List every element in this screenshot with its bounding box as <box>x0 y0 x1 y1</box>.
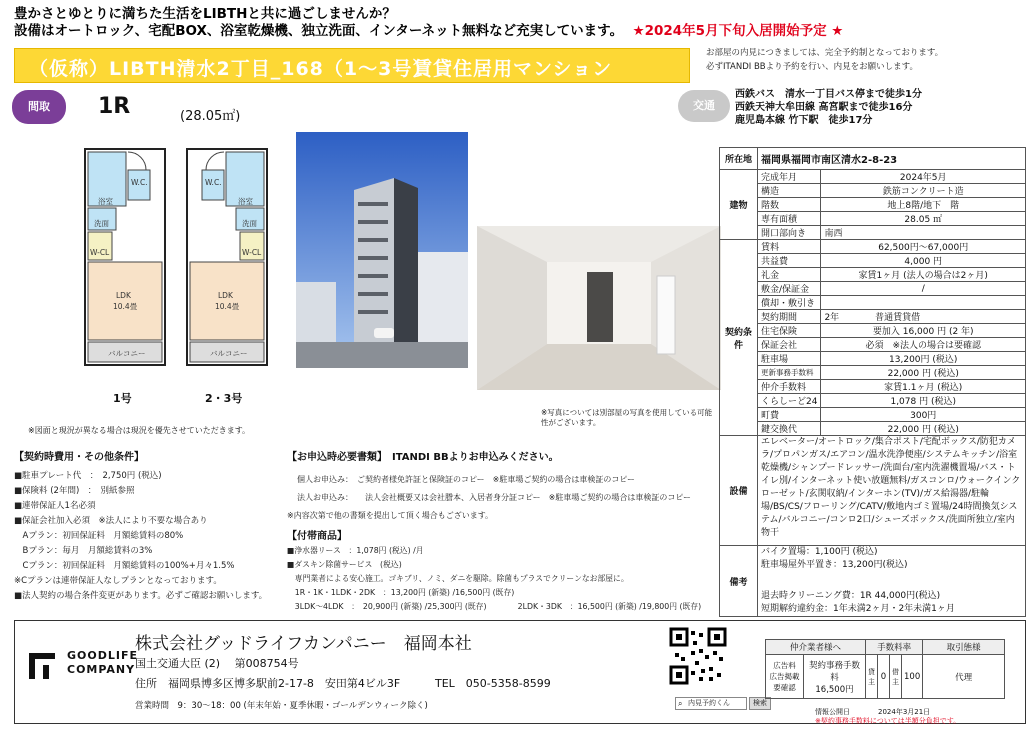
deal-type: 代理 <box>923 655 1005 699</box>
spec-value: 2年 普通賃貸借 <box>821 310 1026 324</box>
company-name: 株式会社グッドライフカンパニー 福岡本社 <box>135 634 472 654</box>
company-logo-icon <box>29 645 65 681</box>
company-tel: TEL 050-5358-8599 <box>435 677 551 690</box>
interior-photo <box>477 226 721 390</box>
option-item: 1R・1K・1LDK・2DK ：13,200円 (新築) /16,500円 (既存) <box>287 588 515 597</box>
application-title: 【お申込時必要書類】 ITANDI BBよりお申込みください。 <box>287 452 559 463</box>
spec-table <box>719 147 1026 617</box>
conditions-list <box>14 469 284 604</box>
access-line: 西鉄天神大牟田線 高宮駅まで徒歩16分 <box>735 102 913 113</box>
spec-value: 22,000 円 (税込) <box>821 366 1026 380</box>
plan-label-1: 1号 <box>113 392 132 405</box>
access-line: 西鉄バス 清水一丁目バス停まで徒歩1分 <box>735 89 922 100</box>
spec-value: 62,500円～67,000円 <box>821 240 1026 254</box>
search-box[interactable] <box>675 697 747 710</box>
property-banner <box>14 48 690 83</box>
equipment-list: エレベーター/オートロック/集合ポスト/宅配ボックス/防犯カメラ/プロパンガス/エアコン/温水洗浄便座/システムキッチン/浴室乾燥機/シャンプードレッサー/洗面台/室内洗濯機置場/バス・トイレ別/インターネット使い放題無料/ガスコンロ/ウォークインクローゼット/玄関収納/インターホン(TV)/ガス給湯器/駐輪場/BS/CS/フローリング/CATV/敷地内ゴミ置場/24時間換気システム/バルコニー/コンロ2口/シューズボックス/洗面所独立/室内物干 <box>758 436 1026 546</box>
building-category: 建物 <box>720 170 758 240</box>
floor-area: (28.05㎡) <box>180 109 241 124</box>
fee-table <box>765 639 1005 699</box>
search-icon: ⌕ <box>678 699 683 708</box>
address-value: 福岡県福岡市南区清水2-8-23 <box>758 148 1026 170</box>
remark-line: バイク置場：1,100円 (税込) <box>761 547 878 557</box>
condition-item: Bプラン：毎月 月額総賃料の3% <box>14 546 153 556</box>
option-item: 専門業者による安心施工。ゴキブリ、ノミ、ダニを駆除。除菌もプラスでクリーンなお部屋に。 <box>287 574 629 583</box>
conditions-title: 【契約時費用・その他条件】 <box>14 452 144 463</box>
ldk-size: 10.4畳 <box>113 302 138 311</box>
spec-value <box>821 296 1026 310</box>
fee-header: 仲介業者様へ <box>766 640 866 655</box>
spec-value: 家賃1.1ヶ月 (税込) <box>821 380 1026 394</box>
fee-header: 取引態様 <box>923 640 1005 655</box>
fee-note: ※契約事務手数料については半額分負担です。 <box>815 717 961 725</box>
spec-value: / <box>821 282 1026 296</box>
plan-note: ※図面と現況が異なる場合は現況を優先させていただきます。 <box>28 426 251 435</box>
spec-key: 鍵交換代 <box>758 422 821 436</box>
options-section <box>287 527 717 614</box>
spec-value: 13,200円 (税込) <box>821 352 1026 366</box>
spec-key: 階数 <box>758 198 821 212</box>
footer <box>14 620 1026 724</box>
spec-value: 1,078 円 (税込) <box>821 394 1026 408</box>
spec-key: 駐車場 <box>758 352 821 366</box>
remarks <box>758 546 1026 617</box>
logo-line: GOODLIFE <box>67 649 138 662</box>
fee-header: 手数料率 <box>866 640 923 655</box>
spec-value: 家賃1ヶ月 (法人の場合は2ヶ月) <box>821 268 1026 282</box>
application-list <box>287 471 717 525</box>
application-section <box>287 448 717 525</box>
spec-key: 保証会社 <box>758 338 821 352</box>
access-list <box>735 88 922 127</box>
layout-tag: 間取 <box>12 90 66 124</box>
spec-key: 敷金/保証金 <box>758 282 821 296</box>
balcony-label: バルコニー <box>108 349 146 358</box>
license-number: 国土交通大臣 (2) 第008754号 <box>135 657 299 670</box>
spec-value: 28.05 ㎡ <box>821 212 1026 226</box>
notice-line: 必ずITANDI BBより予約を行い、内見をお願いします。 <box>706 62 918 72</box>
spec-value: 4,000 円 <box>821 254 1026 268</box>
spec-value: 地上8階/地下 階 <box>821 198 1026 212</box>
equipment-category: 設備 <box>720 436 758 546</box>
fee-key: 貸主 <box>866 655 878 699</box>
wash-label: 洗面 <box>94 219 109 228</box>
application-item: 個人お申込み： ご契約者様免許証と保険証のコピー ※駐車場ご契約の場合は車検証のコピー <box>297 475 636 484</box>
spec-value: 22,000 円 (税込) <box>821 422 1026 436</box>
ldk-label: LDK <box>218 291 233 300</box>
contract-category: 契約条件 <box>720 240 758 436</box>
wash-label: 洗面 <box>242 219 257 228</box>
notice-line: お部屋の内見につきましては、完全予約制となっております。 <box>706 48 944 58</box>
access-line: 鹿児島本線 竹下駅 徒歩17分 <box>735 115 873 126</box>
spec-key: 仲介手数料 <box>758 380 821 394</box>
address-key: 所在地 <box>720 148 758 170</box>
condition-item: ■法人契約の場合条件変更があります。必ずご確認お願いします。 <box>14 591 268 601</box>
remark-line: 退去時クリーニング費：1R 44,000円(税込) <box>761 591 941 601</box>
condition-item: Aプラン：初回保証料 月額総賃料の80% <box>14 531 184 541</box>
application-item: ※内容次第で他の書類を提出して頂く場合もございます。 <box>287 511 494 520</box>
spec-key: 構造 <box>758 184 821 198</box>
layout-type: 1R <box>98 94 131 119</box>
wcl-label: W-CL <box>242 248 262 257</box>
wc-label: W.C. <box>205 178 222 187</box>
spec-key: 礼金 <box>758 268 821 282</box>
remark-line: 短期解約違約金：1年未満2ヶ月・2年未満1ヶ月 <box>761 604 955 614</box>
access-tag: 交通 <box>678 90 730 122</box>
headline-line2: 設備はオートロック、宅配BOX、浴室乾燥機、独立洗面、インターネット無料など充実しています。 ★2024年5月下旬入居開始予定 ★ <box>14 23 844 39</box>
spec-value: 2024年5月 <box>821 170 1026 184</box>
condition-item: ■保証会社加入必須 ※法人により不要な場合あり <box>14 516 208 526</box>
ldk-label: LDK <box>116 291 131 300</box>
move-in-date: ★2024年5月下旬入居開始予定 ★ <box>632 23 844 39</box>
company-address: 住所 福岡県博多区博多駅前2-17-8 安田第4ビル3F <box>135 677 401 690</box>
balcony-label: バルコニー <box>210 349 248 358</box>
spec-key: 契約期間 <box>758 310 821 324</box>
condition-item: ■連帯保証人1名必須 <box>14 501 96 511</box>
headline <box>14 6 843 40</box>
spec-value: 南西 <box>821 226 1026 240</box>
ad-fee-cell: 広告料 広告掲載 要確認 <box>766 655 804 699</box>
floor-plan-1 <box>84 148 166 366</box>
property-type: 賃貸住居用マンション <box>413 58 613 80</box>
wcl-label: W-CL <box>90 248 110 257</box>
plan-label-2-3: 2・3号 <box>205 392 243 405</box>
wc-label: W.C. <box>131 178 148 187</box>
fee-value: 100 <box>902 655 923 699</box>
contract-fee-cell: 契約事務手数料 16,500円 <box>804 655 866 699</box>
spec-key: 共益費 <box>758 254 821 268</box>
fee-key: 借主 <box>890 655 902 699</box>
bath-label: 浴室 <box>238 197 253 206</box>
spec-key: 専有面積 <box>758 212 821 226</box>
search-placeholder: 内見予約くん <box>688 699 730 707</box>
photo-note: ※写真については別部屋の写真を使用している可能性がございます。 <box>541 408 713 427</box>
search-button[interactable]: 検索 <box>749 697 771 710</box>
spec-value: 300円 <box>821 408 1026 422</box>
floor-plan-2-3 <box>186 148 268 366</box>
option-item: ■ダスキン除菌サービス (税込) <box>287 560 402 569</box>
logo-line: COMPANY <box>67 663 136 676</box>
condition-item: ■保険料 (2年間) ： 別紙参照 <box>14 486 135 496</box>
options-list <box>287 544 717 614</box>
fee-value: 0 <box>878 655 890 699</box>
bath-label: 浴室 <box>98 197 113 206</box>
application-item: 法人お申込み： 法人会社概要又は会社謄本、入居者身分証コピー ※駐車場ご契約の場合は車検証のコピー <box>297 493 692 502</box>
spec-key: 開口部向き <box>758 226 821 240</box>
info-date: 情報公開日 2024年3月21日 <box>815 708 931 716</box>
company-logo-text <box>67 649 138 677</box>
condition-item: ※Cプランは連帯保証人なしプランとなっております。 <box>14 576 222 586</box>
option-item: ■浄水器リース ：1,078円 (税込) /月 <box>287 546 424 555</box>
remark-line: 駐車場屋外平置き：13,200円(税込) <box>761 560 908 570</box>
condition-item: Cプラン：初回保証料 月額総賃料の100%+月々1.5% <box>14 561 235 571</box>
option-item: 3LDK～4LDK ： 20,900円 (新築) /25,300円 (既存) 2LDK・3DK ：16,500円 (新築) /19,800円 (既存) <box>287 602 702 611</box>
headline-line1: 豊かさとゆとりに満ちた生活をLIBTHと共に過ごしませんか？ <box>14 6 396 22</box>
spec-key: 賃料 <box>758 240 821 254</box>
remarks-category: 備考 <box>720 546 758 617</box>
viewing-notice <box>706 46 1026 74</box>
spec-key: 住宅保険 <box>758 324 821 338</box>
spec-key: 完成年月 <box>758 170 821 184</box>
spec-key: 償却・敷引き <box>758 296 821 310</box>
spec-value: 必須 ※法人の場合は要確認 <box>821 338 1026 352</box>
building-photo <box>296 132 468 368</box>
spec-value: 鉄筋コンクリート造 <box>821 184 1026 198</box>
spec-key: 町費 <box>758 408 821 422</box>
options-title: 【付帯商品】 <box>287 531 347 542</box>
ldk-size: 10.4畳 <box>215 302 240 311</box>
conditions-section <box>14 448 284 604</box>
business-hours: 営業時間 9：30～18：00 (年末年始・夏季休暇・ゴールデンウィーク除く) <box>135 701 428 711</box>
spec-key: 更新事務手数料 <box>758 366 821 380</box>
spec-key: くらしーど24 <box>758 394 821 408</box>
property-name: （仮称）LIBTH清水2丁目_168（1～3号） <box>29 58 433 80</box>
spec-value: 要加入 16,000 円 (2 年) <box>821 324 1026 338</box>
condition-item: ■駐車プレート代 ： 2,750円 (税込) <box>14 471 162 481</box>
qr-code-icon[interactable] <box>669 627 727 685</box>
